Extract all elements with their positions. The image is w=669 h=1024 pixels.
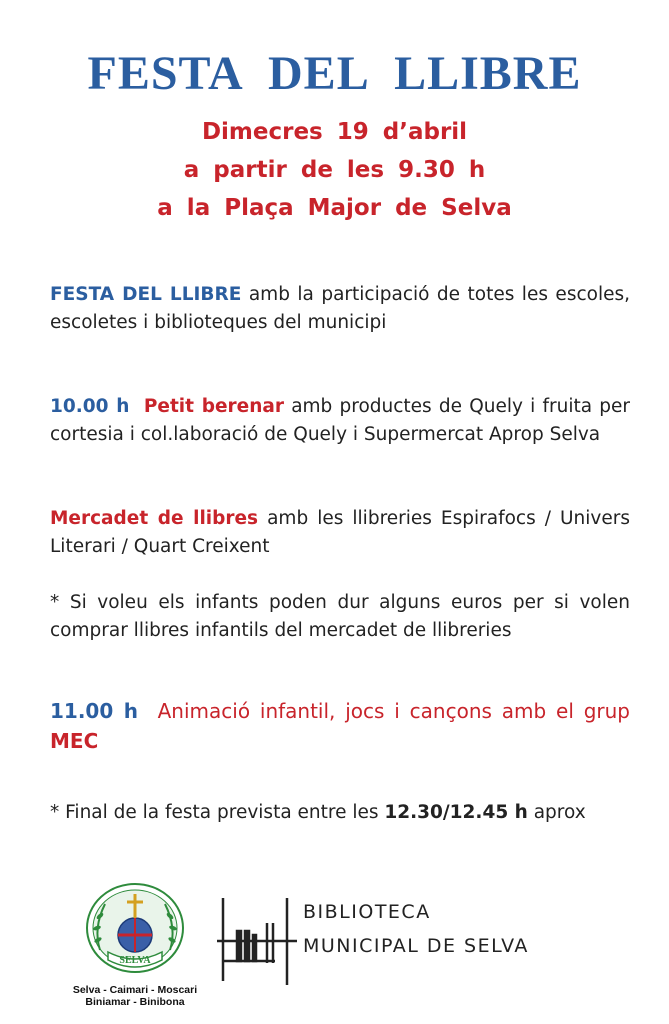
selva-seal-icon bbox=[60, 880, 210, 975]
final-note-time: 12.30/12.45 h bbox=[384, 802, 528, 823]
berenar-highlight: Petit berenar bbox=[143, 396, 284, 417]
intro-paragraph bbox=[50, 281, 630, 336]
library-books-icon bbox=[215, 893, 300, 988]
event-place: a la Plaça Major de Selva bbox=[157, 195, 512, 221]
final-note-before: * Final de la festa prevista entre les bbox=[50, 802, 385, 823]
animacio-paragraph bbox=[50, 696, 630, 756]
mercadet-highlight: Mercadet de llibres bbox=[50, 508, 259, 529]
final-note bbox=[50, 799, 630, 827]
final-note-after: aprox bbox=[527, 802, 586, 823]
animacio-text: Animació infantil, jocs i cançons amb el grup bbox=[157, 699, 630, 723]
event-date: Dimecres 19 d’abril bbox=[201, 119, 468, 145]
berenar-time: 10.00 h bbox=[50, 396, 130, 417]
seal-text: SELVA bbox=[119, 955, 151, 966]
mercadet-paragraph bbox=[50, 505, 630, 560]
berenar-text: amb productes de Quely i fruita per cortesia i col.laboració de Quely i Supermercat Aprop Selva bbox=[50, 396, 630, 445]
berenar-paragraph bbox=[50, 393, 630, 448]
infants-note: * Si voleu els infants poden dur alguns euros per si volen comprar llibres infantils del mercadet de llibreries bbox=[50, 592, 630, 641]
logo-caption-line1: Selva - Caimari - Moscari bbox=[72, 984, 198, 996]
poster-title: FESTA DEL LLIBRE bbox=[87, 47, 582, 100]
mercadet-text: amb les llibreries Espirafocs / Univers Literari / Quart Creixent bbox=[50, 508, 630, 557]
library-name-line2: MUNICIPAL DE SELVA bbox=[303, 935, 529, 957]
animacio-time: 11.00 h bbox=[50, 699, 138, 723]
logo-caption-line2: Biniamar - Binibona bbox=[85, 996, 185, 1008]
animacio-group: MEC bbox=[50, 729, 99, 753]
library-name-line1: BIBLIOTECA bbox=[303, 901, 431, 923]
intro-text: amb la participació de totes les escoles, escoletes i biblioteques del municipi bbox=[50, 284, 630, 333]
event-time: a partir de les 9.30 h bbox=[183, 157, 486, 183]
selva-logo bbox=[60, 880, 210, 1010]
intro-lead: FESTA DEL LLIBRE bbox=[50, 284, 242, 305]
